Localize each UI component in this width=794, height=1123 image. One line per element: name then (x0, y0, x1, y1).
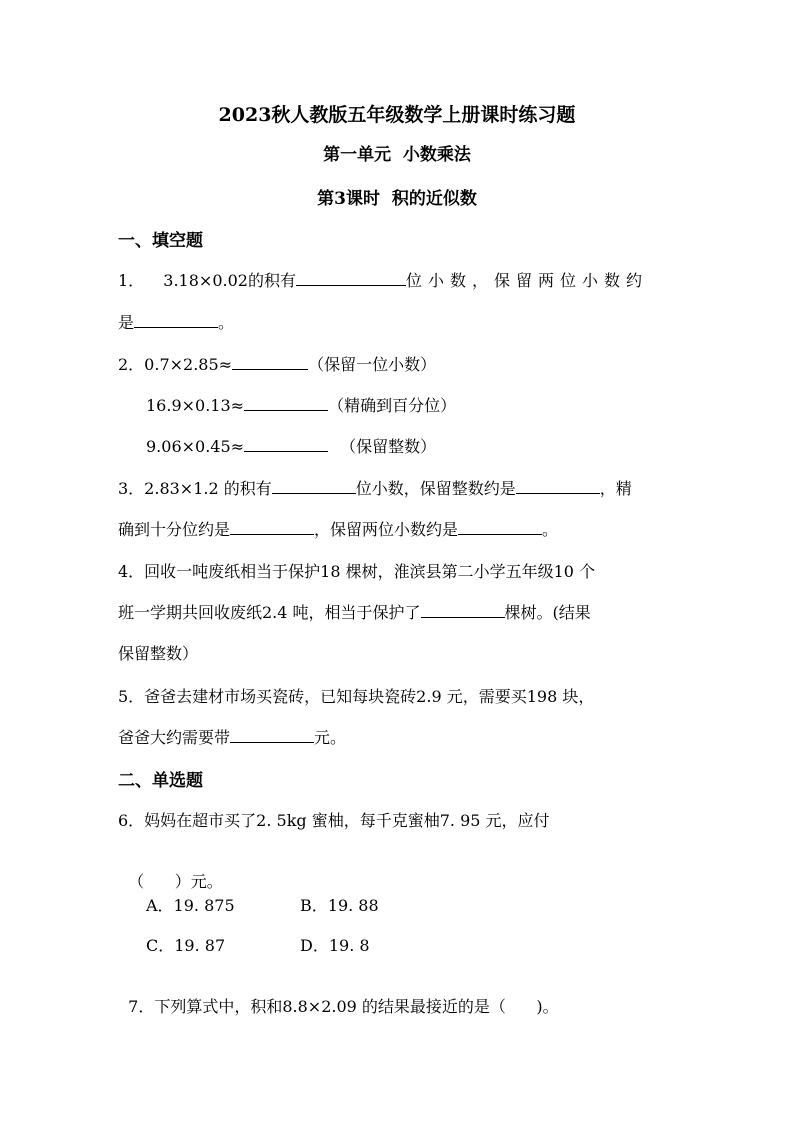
option-b[interactable]: B．19. 88 (300, 896, 379, 915)
question-5-line-2: 爸爸大约需要带 元。 (118, 728, 347, 747)
question-6-line-1: 6．妈妈在超市买了2. 5kg 蜜柚，每千克蜜柚7. 95 元，应付 (118, 811, 550, 830)
answer-blank[interactable] (244, 437, 328, 452)
question-4-line-2: 班一学期共回收废纸2.4 吨，相当于保护了 棵树。(结果 (118, 603, 591, 622)
option-d[interactable]: D．19. 8 (300, 936, 370, 955)
answer-blank[interactable] (134, 313, 218, 328)
question-1-line-2: 是 。 (118, 313, 235, 332)
answer-blank[interactable] (516, 479, 600, 494)
answer-blank[interactable] (272, 479, 356, 494)
question-5-line-1: 5．爸爸去建材市场买瓷砖，已知每块瓷砖2.9 元，需要买198 块， (118, 687, 595, 706)
lesson-title: 第3课时 积的近似数 (317, 189, 477, 209)
question-3-line-1: 3．2.83×1.2 的积有 位小数，保留整数约是 ，精 (118, 479, 632, 498)
question-3-line-2: 确到十分位约是 ，保留两位小数约是 。 (118, 520, 559, 539)
question-2-line-2: 16.9×0.13≈ （精确到百分位） (146, 396, 457, 415)
answer-blank[interactable] (458, 520, 542, 535)
question-4-line-1: 4．回收一吨废纸相当于保护18 棵树，淮滨县第二小学五年级10 个 (118, 562, 596, 581)
question-4-line-3: 保留整数） (118, 644, 199, 663)
question-2-line-3: 9.06×0.45≈ （保留整数） (146, 437, 437, 456)
section-heading-single-choice: 二、单选题 (118, 771, 203, 791)
page-title: 2023秋人教版五年级数学上册课时练习题 (218, 104, 576, 126)
question-7-line-1: 7．下列算式中，积和8.8×2.09 的结果最接近的是（ )。 (128, 997, 559, 1016)
answer-blank[interactable] (230, 728, 314, 743)
option-c[interactable]: C．19. 87 (146, 936, 226, 955)
option-a[interactable]: A．19. 875 (146, 896, 235, 915)
answer-blank[interactable] (421, 603, 505, 618)
question-1-line-1: 1． 3.18×0.02的积有 位小数，保留两位小数约 (118, 271, 648, 290)
answer-blank[interactable] (232, 355, 308, 370)
unit-title: 第一单元 小数乘法 (323, 145, 471, 165)
section-heading-fill-blank: 一、填空题 (118, 231, 203, 251)
answer-blank[interactable] (296, 271, 406, 286)
question-2-line-1: 2．0.7×2.85≈ （保留一位小数） (118, 355, 437, 374)
question-6-line-2: （ ）元。 (128, 872, 223, 891)
answer-blank[interactable] (244, 396, 328, 411)
answer-blank[interactable] (230, 520, 314, 535)
